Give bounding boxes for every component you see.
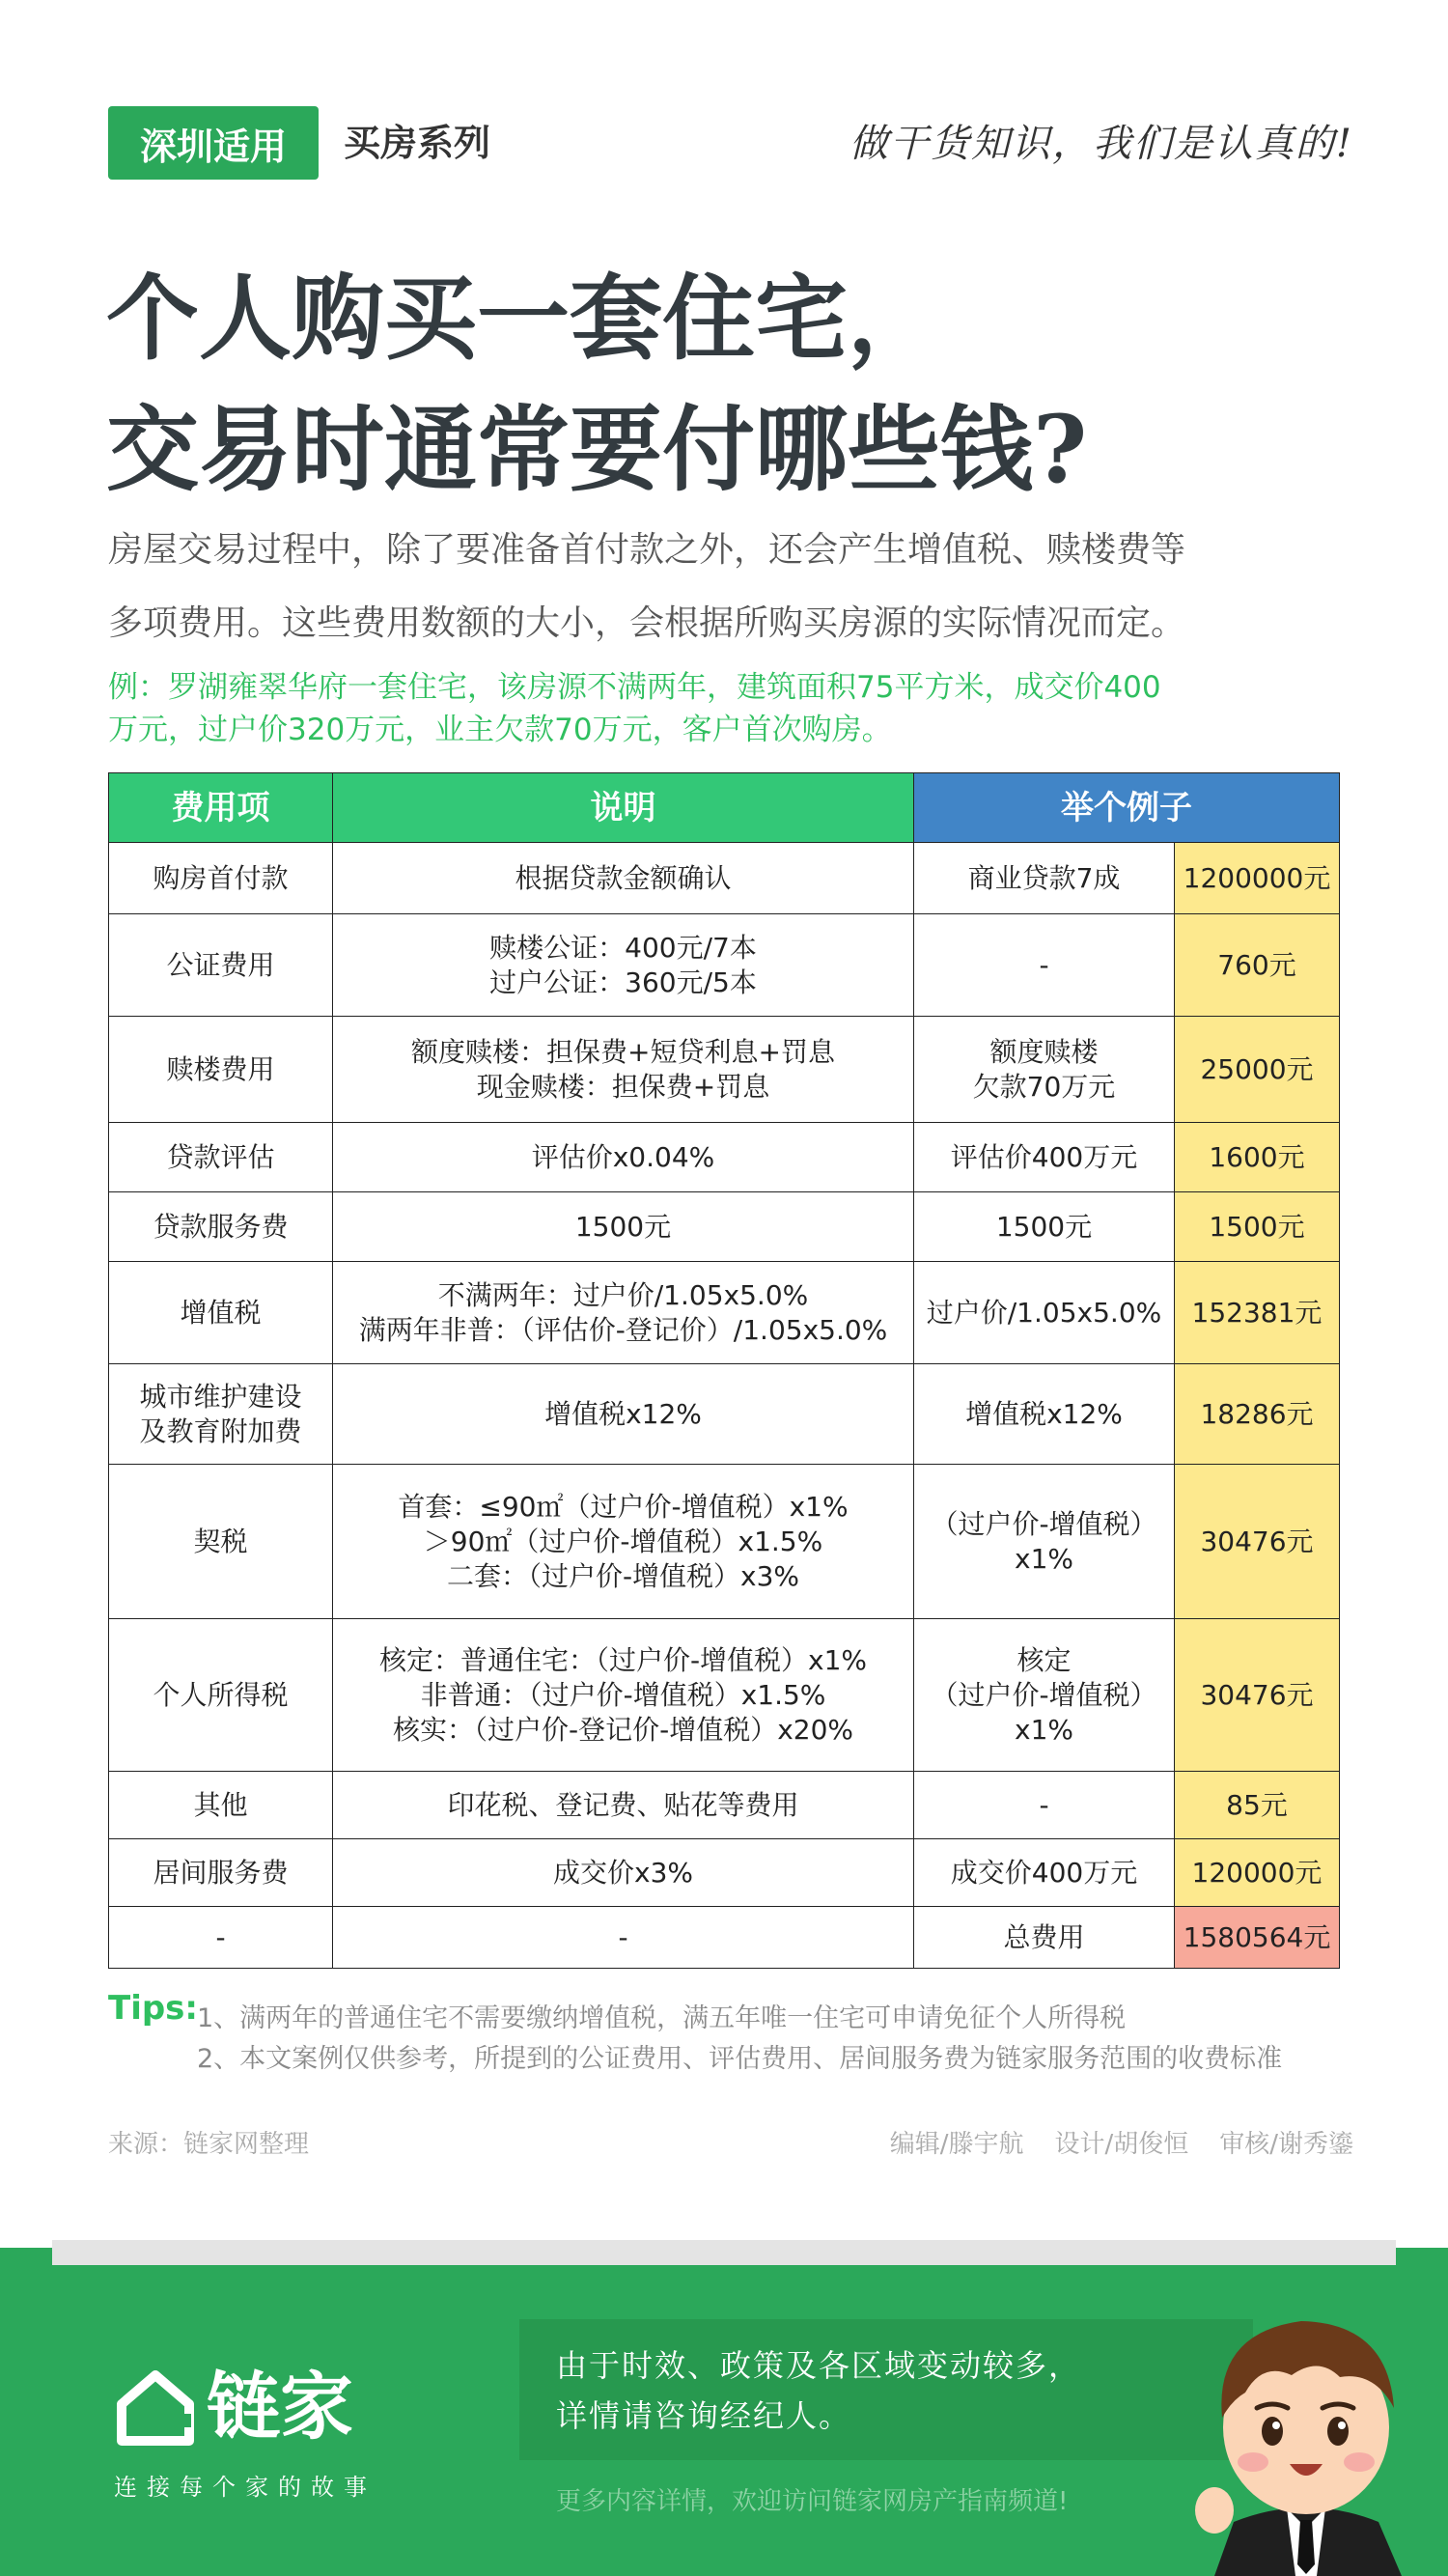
fee-example-cell	[914, 1364, 1175, 1465]
fee-example-cell	[914, 1907, 1175, 1969]
fee-desc-cell	[333, 1123, 914, 1192]
fee-desc-line: 核实：（过户价-登记价-增值税）x20%	[392, 1713, 853, 1746]
table-row	[109, 1839, 1340, 1907]
fee-example-cell	[914, 843, 1175, 914]
notice-line-2: 详情请咨询经纪人。	[556, 2397, 852, 2434]
tip-2: 2、本文案例仅供参考，所提到的公证费用、评估费用、居间服务费为链家服务范围的收费标准	[197, 2044, 1283, 2074]
fee-example-line: 1500元	[995, 1210, 1093, 1243]
notice-box	[519, 2319, 1253, 2460]
fee-example-cell	[914, 1465, 1175, 1619]
table-row	[109, 1123, 1340, 1192]
table-row	[109, 1772, 1340, 1839]
slogan: 做干货知识，我们是认真的!	[849, 122, 1353, 166]
example-case	[108, 666, 1353, 751]
fee-name-line: -	[215, 1920, 226, 1953]
fee-name-cell	[109, 1364, 333, 1465]
fee-desc-line: 二套：（过户价-增值税）x3%	[446, 1559, 800, 1592]
credit-editor: 编辑/滕宇航	[889, 2130, 1024, 2159]
table-row	[109, 1619, 1340, 1772]
fee-name-cell	[109, 1465, 333, 1619]
fee-example-line: （过户价-增值税）	[931, 1507, 1157, 1540]
fee-name-line: 居间服务费	[153, 1856, 289, 1889]
fee-total-amount: 1580564元	[1175, 1907, 1340, 1969]
fee-desc-line: 印花税、登记费、贴花等费用	[447, 1788, 799, 1821]
fee-name-line: 增值税	[180, 1296, 262, 1329]
fee-desc-cell	[333, 1364, 914, 1465]
fee-example-line: 额度赎楼	[989, 1035, 1099, 1068]
fee-name-line: 契税	[193, 1525, 248, 1557]
fee-amount-cell: 25000元	[1175, 1017, 1340, 1123]
table-row	[109, 1192, 1340, 1262]
fee-amount-cell: 152381元	[1175, 1262, 1340, 1364]
table-row	[109, 1262, 1340, 1364]
example-line-1: 例：罗湖雍翠华府一套住宅，该房源不满两年，建筑面积75平方米，成交价400	[108, 670, 1161, 705]
fee-desc-line: 核定：普通住宅：（过户价-增值税）x1%	[378, 1643, 868, 1676]
table-row	[109, 1907, 1340, 1969]
more-info-link[interactable]: 更多内容详情，欢迎访问链家网房产指南频道!	[556, 2487, 1069, 2516]
tip-1: 1、满两年的普通住宅不需要缴纳增值税，满五年唯一住宅可申请免征个人所得税	[197, 2003, 1127, 2033]
fee-example-cell	[914, 1262, 1175, 1364]
credits	[890, 2124, 1353, 2160]
intro-line-1: 房屋交易过程中，除了要准备首付款之外，还会产生增值税、赎楼费等	[108, 530, 1186, 570]
fee-amount-cell: 1600元	[1175, 1123, 1340, 1192]
intro-paragraph	[108, 514, 1353, 660]
fee-amount-cell: 120000元	[1175, 1839, 1340, 1907]
header-desc: 说明	[333, 773, 914, 843]
series-label: 买房系列	[344, 122, 491, 164]
fee-example-line: 过户价/1.05x5.0%	[926, 1296, 1162, 1329]
fee-name-cell	[109, 1123, 333, 1192]
fee-example-line: x1%	[1015, 1713, 1073, 1746]
fee-amount-cell: 760元	[1175, 914, 1340, 1017]
credit-design: 设计/胡俊恒	[1054, 2130, 1189, 2159]
fee-desc-cell	[333, 1619, 914, 1772]
table-row	[109, 1017, 1340, 1123]
fee-desc-cell	[333, 1907, 914, 1969]
table-header-row	[109, 773, 1340, 843]
fee-table	[108, 772, 1340, 1969]
fee-example-line: -	[1039, 1788, 1049, 1821]
fee-example-line: -	[1039, 948, 1049, 981]
fee-example-line: 总费用	[1003, 1920, 1085, 1953]
fee-name-cell	[109, 1907, 333, 1969]
fee-desc-line: 1500元	[574, 1210, 672, 1243]
fee-example-line: 增值税x12%	[965, 1397, 1123, 1430]
agent-mascot-icon	[1195, 2304, 1417, 2576]
fee-desc-line: 根据贷款金额确认	[515, 861, 732, 894]
fee-desc-cell	[333, 1017, 914, 1123]
fee-desc-line: 首套：≤90㎡（过户价-增值税）x1%	[398, 1490, 849, 1523]
fee-example-cell	[914, 1619, 1175, 1772]
fee-name-line: 个人所得税	[153, 1678, 289, 1711]
fee-name-line: 赎楼费用	[166, 1052, 275, 1085]
fee-example-line: 核定	[1016, 1643, 1072, 1676]
fee-desc-line: ＞90㎡（过户价-增值税）x1.5%	[423, 1525, 823, 1557]
fee-name-cell	[109, 843, 333, 914]
fee-name-cell	[109, 914, 333, 1017]
fee-desc-line: 评估价x0.04%	[531, 1140, 715, 1173]
logo-tagline: 连接每个家的故事	[114, 2474, 376, 2501]
fee-desc-line: 额度赎楼：担保费+短贷利息+罚息	[411, 1035, 835, 1068]
region-tag: 深圳适用	[108, 106, 319, 180]
fee-name-line: 城市维护建设	[139, 1380, 302, 1413]
fee-name-cell	[109, 1772, 333, 1839]
fee-amount-cell: 18286元	[1175, 1364, 1340, 1465]
notice-line-1: 由于时效、政策及各区域变动较多，	[556, 2347, 1082, 2384]
fee-example-line: 商业贷款7成	[967, 861, 1121, 894]
fee-desc-line: 不满两年：过户价/1.05x5.0%	[437, 1278, 809, 1311]
table-row	[109, 843, 1340, 914]
example-line-2: 万元，过户价320万元，业主欠款70万元，客户首次购房。	[108, 713, 892, 747]
logo-text: 链家	[207, 2364, 353, 2450]
fee-example-cell	[914, 1192, 1175, 1262]
fee-desc-line: 现金赎楼：担保费+罚息	[476, 1070, 770, 1103]
fee-amount-cell: 30476元	[1175, 1465, 1340, 1619]
fee-desc-cell	[333, 1262, 914, 1364]
fee-example-cell	[914, 1017, 1175, 1123]
fee-name-cell	[109, 1017, 333, 1123]
credit-review: 审核/谢秀鎏	[1219, 2130, 1353, 2159]
header-item: 费用项	[109, 773, 333, 843]
fee-name-line: 其他	[193, 1788, 248, 1821]
fee-example-line: 欠款70万元	[972, 1070, 1116, 1103]
source: 来源：链家网整理	[108, 2130, 310, 2159]
fee-amount-cell: 1500元	[1175, 1192, 1340, 1262]
fee-example-cell	[914, 914, 1175, 1017]
fee-example-cell	[914, 1123, 1175, 1192]
fee-desc-cell	[333, 843, 914, 914]
fee-example-cell	[914, 1772, 1175, 1839]
fee-desc-line: 成交价x3%	[553, 1856, 693, 1889]
fee-desc-cell	[333, 1772, 914, 1839]
fee-desc-line: -	[618, 1920, 628, 1953]
fee-example-line: 成交价400万元	[950, 1856, 1138, 1889]
fee-name-line: 及教育附加费	[139, 1414, 302, 1447]
fee-example-line: x1%	[1015, 1542, 1073, 1575]
table-row	[109, 914, 1340, 1017]
intro-line-2: 多项费用。这些费用数额的大小，会根据所购买房源的实际情况而定。	[108, 603, 1186, 643]
fee-name-cell	[109, 1262, 333, 1364]
fee-desc-cell	[333, 1839, 914, 1907]
header-example: 举个例子	[914, 773, 1340, 843]
fee-desc-line: 过户公证：360元/5本	[489, 966, 757, 998]
tips-label: Tips:	[108, 1989, 199, 2028]
fee-desc-line: 增值税x12%	[544, 1397, 702, 1430]
credits-row	[108, 2124, 1353, 2163]
house-logo-icon	[114, 2366, 197, 2449]
fee-name-line: 公证费用	[166, 948, 275, 981]
title-line-2: 交易时通常要付哪些钱?	[106, 395, 1088, 504]
fee-example-line: 评估价400万元	[950, 1140, 1138, 1173]
lianjia-logo	[114, 2364, 423, 2499]
fee-example-cell	[914, 1839, 1175, 1907]
table-row	[109, 1364, 1340, 1465]
header	[108, 106, 1353, 180]
table-row	[109, 1465, 1340, 1619]
fee-desc-cell	[333, 1465, 914, 1619]
fee-name-line: 购房首付款	[153, 861, 289, 894]
fee-desc-cell	[333, 914, 914, 1017]
fee-name-cell	[109, 1619, 333, 1772]
fee-name-line: 贷款服务费	[153, 1210, 289, 1243]
fee-desc-line: 满两年非普：（评估价-登记价）/1.05x5.0%	[358, 1313, 888, 1346]
fee-desc-line: 非普通：（过户价-增值税）x1.5%	[420, 1678, 826, 1711]
fee-amount-cell: 85元	[1175, 1772, 1340, 1839]
fee-name-cell	[109, 1192, 333, 1262]
footer-divider	[52, 2240, 1396, 2265]
fee-amount-cell: 1200000元	[1175, 843, 1340, 914]
fee-example-line: （过户价-增值税）	[931, 1678, 1157, 1711]
notice-text	[556, 2340, 1081, 2441]
fee-name-cell	[109, 1839, 333, 1907]
page-title	[106, 253, 1361, 516]
title-line-1: 个人购买一套住宅，	[106, 264, 940, 373]
fee-name-line: 贷款评估	[166, 1140, 275, 1173]
fee-desc-cell	[333, 1192, 914, 1262]
fee-desc-line: 赎楼公证：400元/7本	[489, 931, 757, 964]
fee-amount-cell: 30476元	[1175, 1619, 1340, 1772]
